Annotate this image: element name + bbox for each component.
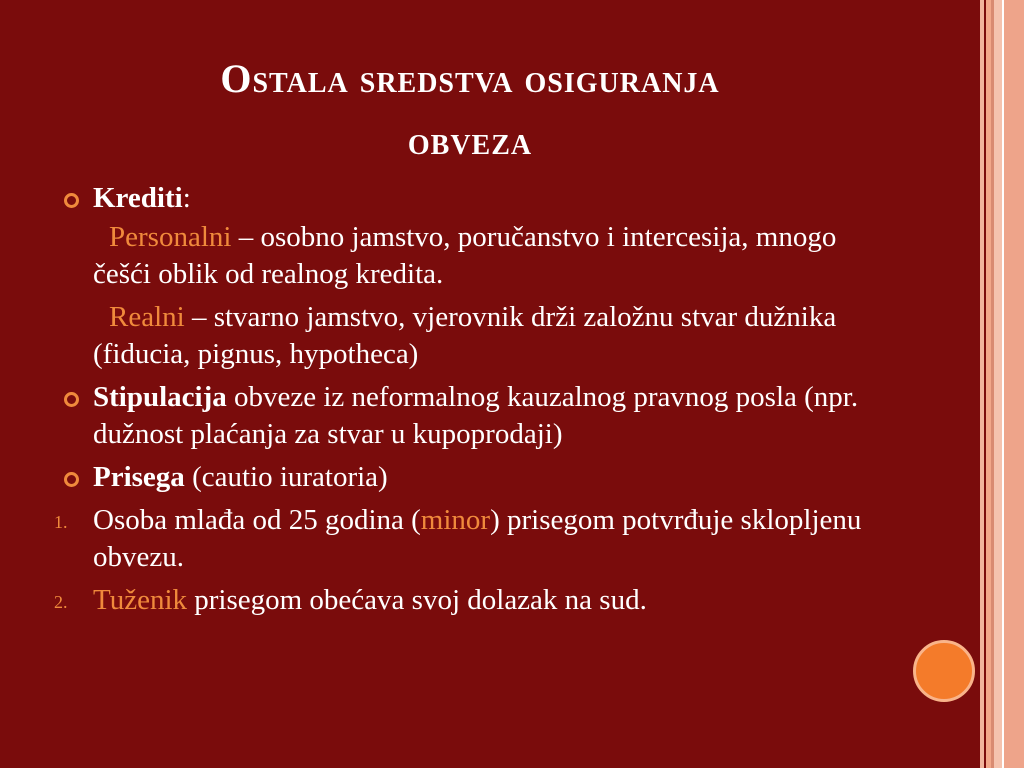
- bullet-ring-icon: [64, 392, 79, 407]
- bullet-text: (cautio iuratoria): [184, 461, 388, 493]
- bullet-ring-icon: [64, 472, 79, 487]
- sub-item-personalni: [58, 219, 888, 293]
- bullet-term: Prisega: [93, 461, 185, 493]
- slide-title: [60, 48, 880, 172]
- numbered-text-pre: Osoba mlađa od 25 godina (: [93, 504, 421, 536]
- numbered-accent: Tuženik: [93, 584, 187, 616]
- sub-item-realni: [58, 299, 888, 373]
- sub-item-text: – osobno jamstvo, poručanstvo i intercesija, mnogo češći oblik od realnog kredita.: [93, 221, 837, 290]
- slide-title-line-2: obveza: [407, 118, 533, 163]
- bullet-term: Stipulacija: [93, 381, 227, 413]
- list-number: 1.: [54, 512, 68, 532]
- list-number: 2.: [54, 592, 68, 612]
- slide-content: [54, 180, 888, 621]
- sub-item-text: – stvarno jamstvo, vjerovnik drži založnu stvar dužnika (fiducia, pignus, hypotheca): [93, 301, 837, 370]
- bullet-ring-icon: [64, 193, 79, 208]
- decorative-circle: [913, 640, 975, 702]
- sub-item-term: Personalni: [109, 221, 232, 253]
- bullet-text: :: [182, 182, 191, 214]
- numbered-text-post: ) prisegom potvrđuje sklopljenu obvezu.: [93, 504, 862, 573]
- sub-item-term: Realni: [109, 301, 185, 333]
- bullet-text: obveze iz neformalnog kauzalnog pravnog posla (npr. dužnost plaćanja za stvar u kupoprodaji): [93, 381, 859, 450]
- bullet-krediti: [58, 180, 888, 217]
- numbered-item-1: [54, 502, 888, 576]
- decorative-stripes: [980, 0, 1024, 768]
- numbered-accent: minor: [420, 504, 491, 536]
- bullet-term: Krediti: [93, 182, 183, 214]
- bullet-stipulacija: [58, 379, 888, 453]
- bullet-prisega: [58, 459, 888, 496]
- numbered-item-2: [54, 582, 888, 619]
- numbered-text-post: prisegom obećava svoj dolazak na sud.: [187, 584, 647, 616]
- slide-title-line-1: Ostala sredstva osiguranja: [220, 56, 720, 101]
